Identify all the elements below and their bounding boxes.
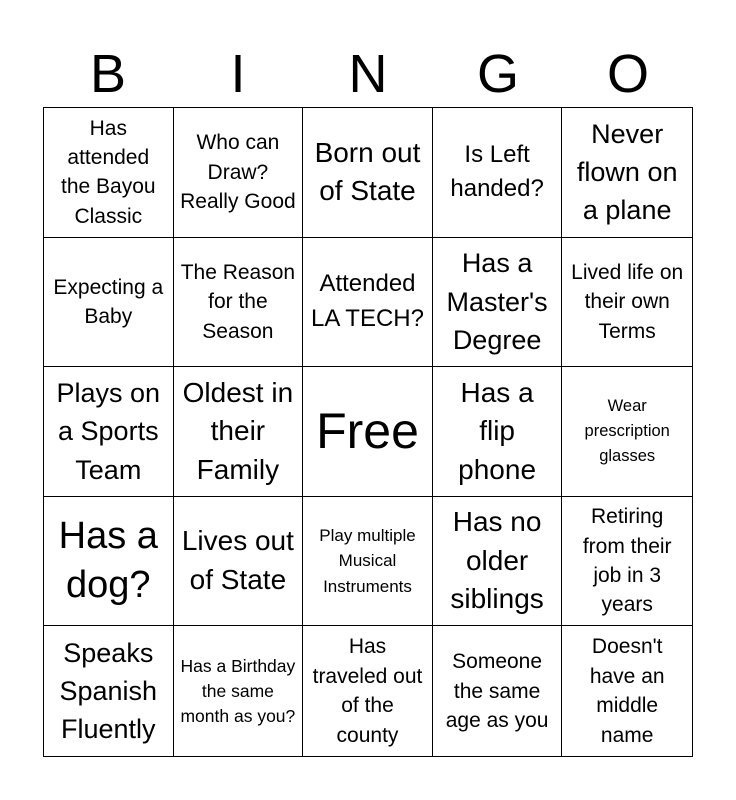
bingo-cell-r5-c5[interactable] [562, 626, 692, 756]
bingo-cell-r4-c5[interactable] [562, 497, 692, 627]
header-letter-n: N [348, 44, 388, 104]
bingo-header [43, 40, 693, 108]
cell-text: Has no older siblings [450, 506, 544, 615]
bingo-cell-r5-c1[interactable] [44, 626, 174, 756]
bingo-cell-r1-c4[interactable] [433, 108, 563, 238]
cell-text: Attended LA TECH? [311, 270, 424, 332]
bingo-cell-r4-c3[interactable] [303, 497, 433, 627]
cell-text: Oldest in their Family [182, 376, 294, 485]
header-letter-o: O [606, 44, 649, 104]
bingo-cell-r2-c1[interactable] [44, 238, 174, 368]
header-letter-b: B [89, 44, 127, 104]
cell-text: Has a Master's Degree [446, 248, 548, 356]
bingo-cell-r5-c4[interactable] [433, 626, 563, 756]
cell-text: Lives out of State [181, 525, 294, 596]
free-space-text: Free [316, 403, 419, 460]
bingo-cell-r1-c1[interactable] [44, 108, 174, 238]
cell-text: Has a dog? [58, 514, 158, 607]
cell-text: Lived life on their own Terms [571, 260, 684, 343]
cell-text: Doesn't have an middle name [589, 635, 665, 747]
bingo-cell-r4-c4[interactable] [433, 497, 563, 627]
cell-text: Has a Birthday the same month as you? [180, 655, 296, 726]
bingo-cell-r5-c3[interactable] [303, 626, 433, 756]
cell-text: Has a flip phone [458, 376, 537, 485]
bingo-cell-free[interactable] [303, 367, 433, 497]
cell-text: Speaks Spanish Fluently [59, 637, 158, 745]
bingo-cell-r1-c2[interactable] [174, 108, 304, 238]
cell-text: Expecting a Baby [53, 275, 164, 328]
cell-text: Born out of State [314, 136, 421, 207]
cell-text: Is Left handed? [450, 140, 544, 203]
bingo-cell-r3-c5[interactable] [562, 367, 692, 497]
bingo-cell-r3-c2[interactable] [174, 367, 304, 497]
cell-text: Play multiple Musical Instruments [319, 525, 416, 596]
bingo-cell-r4-c2[interactable] [174, 497, 304, 627]
cell-text: Plays on a Sports Team [56, 378, 161, 485]
header-letter-i: I [230, 44, 246, 104]
cell-text: Has traveled out of the county [312, 635, 423, 747]
bingo-cell-r2-c2[interactable] [174, 238, 304, 368]
bingo-cell-r1-c3[interactable] [303, 108, 433, 238]
bingo-cell-r2-c5[interactable] [562, 238, 692, 368]
cell-text: Never flown on a plane [576, 118, 678, 226]
header-letter-g: G [476, 44, 519, 104]
cell-text: Who can Draw? Really Good [180, 131, 296, 213]
bingo-cell-r3-c1[interactable] [44, 367, 174, 497]
cell-text: Has attended the Bayou Classic [61, 116, 156, 228]
bingo-board [43, 107, 693, 757]
cell-text: Wear prescription glasses [584, 397, 670, 465]
cell-text: Someone the same age as you [445, 650, 549, 732]
cell-text: The Reason for the Season [180, 260, 296, 343]
bingo-cell-r3-c4[interactable] [433, 367, 563, 497]
bingo-cell-r5-c2[interactable] [174, 626, 304, 756]
bingo-cell-r1-c5[interactable] [562, 108, 692, 238]
bingo-cell-r2-c3[interactable] [303, 238, 433, 368]
bingo-cell-r4-c1[interactable] [44, 497, 174, 627]
cell-text: Retiring from their job in 3 years [582, 505, 672, 617]
bingo-cell-r2-c4[interactable] [433, 238, 563, 368]
